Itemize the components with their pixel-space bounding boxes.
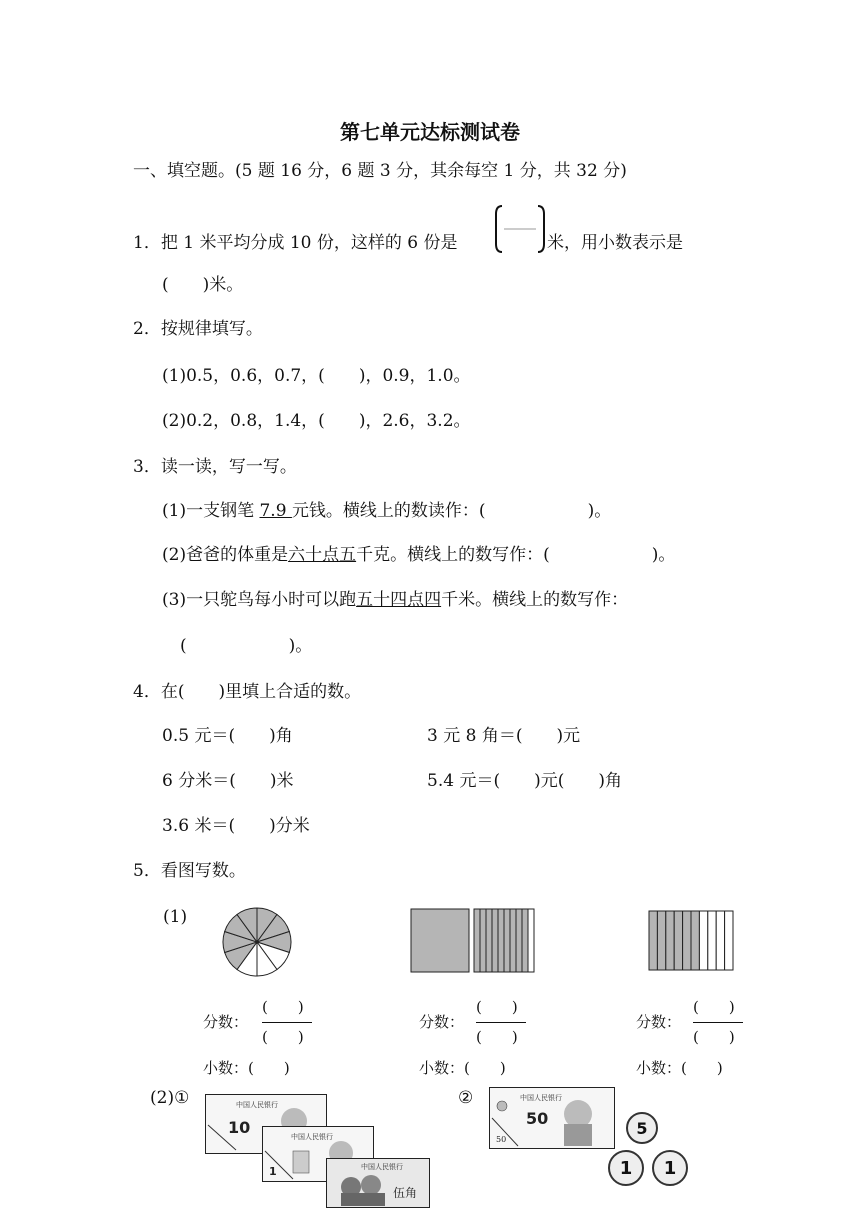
strips-figure xyxy=(648,910,734,972)
fraction-numerator-1[interactable]: ( ) xyxy=(262,998,304,1016)
q3-part3: (3)一只鸵鸟每小时可以跑五十四点四千米。横线上的数写作： xyxy=(162,590,629,610)
q4-d: 5.4 元＝( )元( )角 xyxy=(427,771,622,791)
q1-line2: ( )米。 xyxy=(162,275,244,295)
svg-text:中国人民银行: 中国人民银行 xyxy=(291,1133,333,1141)
q5-heading: 5．看图写数。 xyxy=(133,861,246,881)
strip xyxy=(699,911,707,970)
strip xyxy=(474,909,480,972)
coin-5-jiao: 5 xyxy=(626,1112,658,1144)
q3-part1: (1)一支钢笔 7.9 元钱。横线上的数读作：( )。 xyxy=(162,501,612,521)
q4-a: 0.5 元＝( )角 xyxy=(162,726,293,746)
strip xyxy=(716,911,724,970)
fraction-numerator-3[interactable]: ( ) xyxy=(693,998,735,1016)
coin-1-yuan-second: 1 xyxy=(652,1150,688,1186)
strip xyxy=(657,911,665,970)
q1-line1-b: 米，用小数表示是 xyxy=(547,233,683,253)
decimal-answer-2: 小数：( ) xyxy=(419,1059,506,1077)
q2-heading: 2．按规律填写。 xyxy=(133,319,263,339)
svg-text:50: 50 xyxy=(496,1135,507,1144)
banknote-5-jiao xyxy=(326,1158,430,1208)
fraction-bar-3 xyxy=(693,1022,743,1023)
fraction-numerator-2[interactable]: ( ) xyxy=(476,998,518,1016)
strip xyxy=(498,909,504,972)
strip xyxy=(516,909,522,972)
strip xyxy=(486,909,492,972)
banknote-bank-text: 中国人民银行 xyxy=(236,1101,278,1109)
fraction-answer-box[interactable] xyxy=(494,204,546,254)
svg-text:10: 10 xyxy=(228,1118,251,1137)
fraction-label-2: 分数： xyxy=(419,1013,465,1031)
q4-b: 3 元 8 角＝( )元 xyxy=(427,726,581,746)
section-heading: 一、填空题。(5 题 16 分，6 题 3 分，其余每空 1 分，共 32 分) xyxy=(133,161,627,181)
strip xyxy=(492,909,498,972)
strip xyxy=(683,911,691,970)
svg-text:中国人民银行: 中国人民银行 xyxy=(520,1094,562,1102)
strip xyxy=(725,911,733,970)
strip xyxy=(522,909,528,972)
q4-heading: 4．在( )里填上合适的数。 xyxy=(133,682,362,702)
strip xyxy=(528,909,534,972)
fraction-denominator-2[interactable]: ( ) xyxy=(476,1028,518,1046)
fraction-bar-1 xyxy=(262,1022,312,1023)
fraction-label-1: 分数： xyxy=(203,1013,249,1031)
square-strips-figure xyxy=(410,908,536,974)
q2-part2: (2)0.2，0.8，1.4，( )，2.6，3.2。 xyxy=(162,411,471,431)
strip xyxy=(504,909,510,972)
strip xyxy=(666,911,674,970)
q3-part2: (2)爸爸的体重是六十点五千克。横线上的数写作：( )。 xyxy=(162,545,676,565)
strip xyxy=(510,909,516,972)
strip xyxy=(691,911,699,970)
svg-text:50: 50 xyxy=(526,1109,549,1128)
svg-text:伍角: 伍角 xyxy=(393,1186,418,1200)
q3-part3-line2: ( )。 xyxy=(180,636,313,656)
q5-part2-label: (2)① xyxy=(150,1088,190,1108)
svg-text:1: 1 xyxy=(269,1165,277,1178)
page-title: 第七单元达标测试卷 xyxy=(340,120,520,144)
fraction-bar-2 xyxy=(476,1022,526,1023)
decimal-answer-1: 小数：( ) xyxy=(203,1059,290,1077)
coin-1-yuan: 1 xyxy=(608,1150,644,1186)
q4-c: 6 分米＝( )米 xyxy=(162,771,294,791)
q2-part1: (1)0.5，0.6，0.7，( )，0.9，1.0。 xyxy=(162,366,471,386)
decimal-answer-3: 小数：( ) xyxy=(636,1059,723,1077)
fraction-label-3: 分数： xyxy=(636,1013,682,1031)
strip xyxy=(708,911,716,970)
fraction-denominator-1[interactable]: ( ) xyxy=(262,1028,304,1046)
q5-part1-label: (1) xyxy=(163,907,188,927)
strip xyxy=(674,911,682,970)
strip xyxy=(649,911,657,970)
fraction-denominator-3[interactable]: ( ) xyxy=(693,1028,735,1046)
circle-figure xyxy=(221,906,293,978)
q5-part2b-label: ② xyxy=(458,1088,474,1108)
banknote-50-yuan xyxy=(489,1087,615,1149)
strip xyxy=(480,909,486,972)
q3-heading: 3．读一读，写一写。 xyxy=(133,457,297,477)
q4-e: 3.6 米＝( )分米 xyxy=(162,816,310,836)
whole-square xyxy=(411,909,469,972)
q1-line1-a: 1．把 1 米平均分成 10 份，这样的 6 份是 xyxy=(133,233,458,253)
svg-text:中国人民银行: 中国人民银行 xyxy=(361,1163,403,1171)
